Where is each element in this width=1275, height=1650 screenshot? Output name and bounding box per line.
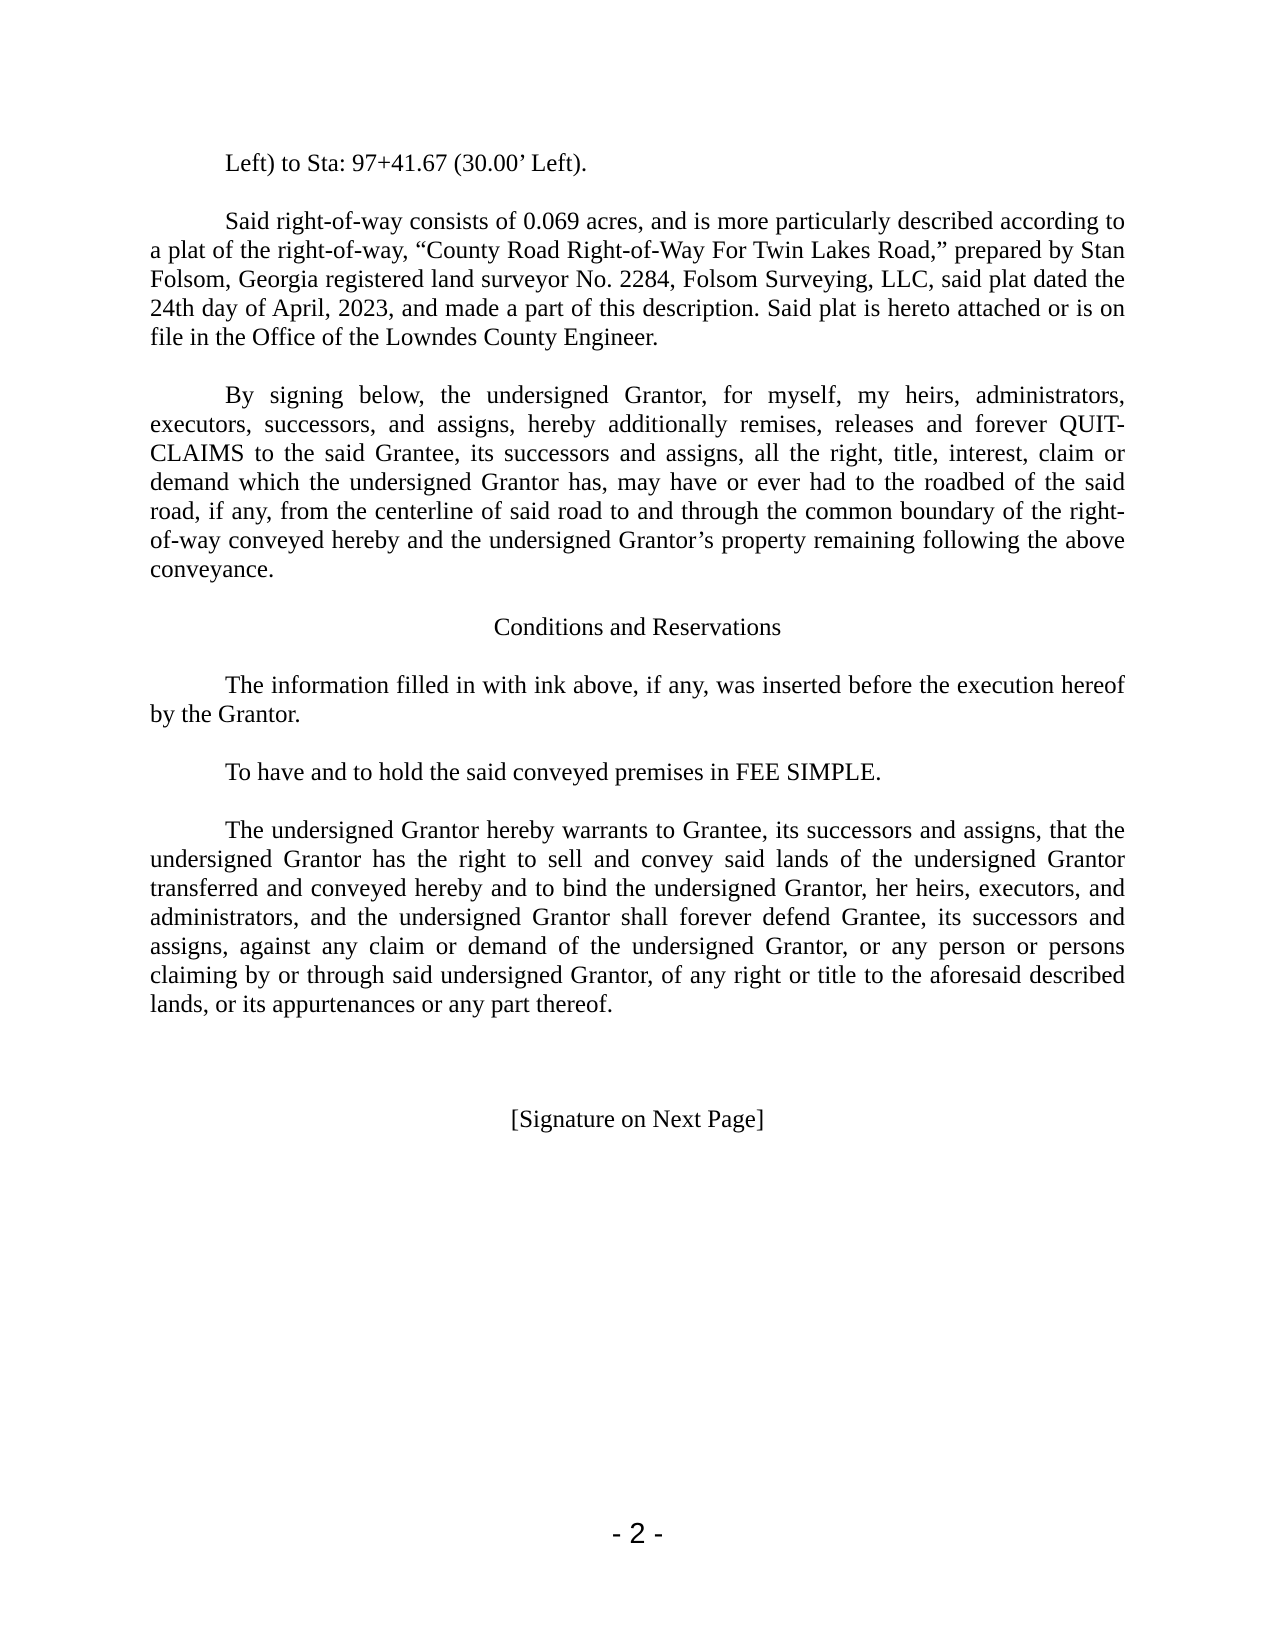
- paragraph-right-of-way-description: Said right-of-way consists of 0.069 acres, and is more particularly described according to a plat of the right-of-way, “County Road Right-of-Way For Twin Lakes Road,” prepared by Stan Folsom, Georgia registered land surveyor No. 2284, Folsom Surveying, LLC, said plat dated the 24th day of April, 2023, and made a part of this description. Said plat is hereto attached or is on file in the Office of the Lowndes County Engineer.: [150, 208, 1125, 351]
- paragraph-fee-simple: To have and to hold the said conveyed premises in FEE SIMPLE.: [225, 759, 882, 786]
- paragraph-warranty: The undersigned Grantor hereby warrants to Grantee, its successors and assigns, that the undersigned Grantor has the right to sell and convey said lands of the undersigned Grantor transferred and conveyed hereby and to bind the undersigned Grantor, her heirs, executors, and administrators, and the undersigned Grantor shall forever defend Grantee, its successors and assigns, against any claim or demand of the undersigned Grantor, or any person or persons claiming by or through said undersigned Grantor, of any right or title to the aforesaid described lands, or its appurtenances or any part thereof.: [150, 817, 1125, 1018]
- signature-on-next-page-note: [Signature on Next Page]: [510, 1106, 765, 1133]
- heading-conditions-and-reservations: Conditions and Reservations: [493, 614, 782, 641]
- paragraph-ink-information: The information filled in with ink above, if any, was inserted before the execution hereof by the Grantor.: [150, 672, 1125, 728]
- paragraph-quit-claim: By signing below, the undersigned Grantor, for myself, my heirs, administrators, executors, successors, and assigns, hereby additionally remises, releases and forever QUIT-CLAIMS to the said Grantee, its successors and assigns, all the right, title, interest, claim or demand which the undersigned Grantor has, may have or ever had to the roadbed of the said road, if any, from the centerline of said road to and through the common boundary of the right-of-way conveyed hereby and the undersigned Grantor’s property remaining following the above conveyance.: [150, 382, 1125, 583]
- page-number: - 2 -: [611, 1518, 664, 1550]
- paragraph-station-continuation: Left) to Sta: 97+41.67 (30.00’ Left).: [225, 150, 588, 177]
